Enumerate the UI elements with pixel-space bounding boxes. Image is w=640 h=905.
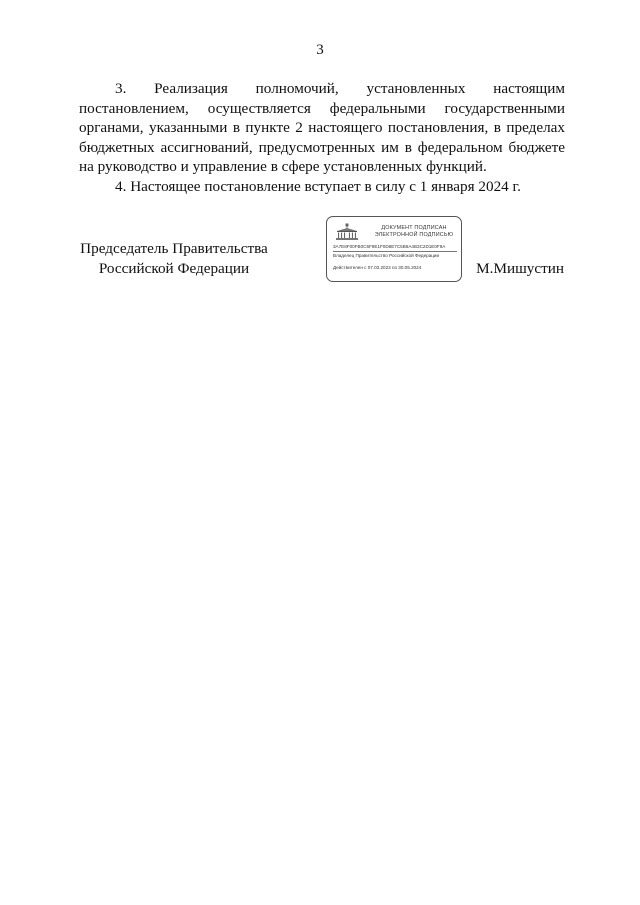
stamp-owner: Владелец Правительство Российской Федерации [333,253,440,258]
paragraph-4: 4. Настоящее постановление вступает в силу с 1 января 2024 г. [115,177,521,195]
page-number: 3 [316,42,324,58]
stamp-title [371,225,457,239]
stamp-title-line1: ДОКУМЕНТ ПОДПИСАН [381,225,447,231]
paragraph-3: 3. Реализация полномочий, установленных настоящим постановлением, осуществляется федеральными государственными органами, указанными в пункте 2 настоящего постановления, в пределах бюджетных ассигнований, предусмотренных им в федеральном бюджете на руководство и управление в сфере установленных функций. [79,80,565,176]
government-building-emblem-icon [335,223,359,241]
electronic-signature-stamp [326,216,462,282]
stamp-title-line2: ЭЛЕКТРОННОЙ ПОДПИСЬЮ [374,232,454,238]
stamp-divider [333,251,457,252]
stamp-validity: Действителен с 07.03.2023 по 30.05.2024 [333,265,422,270]
signatory-name: М.Мишустин [476,260,564,277]
stamp-certificate: 3A7E8F00FB0C5F9E1F0D8E7C5B6A4B3C2D1E0F9A [333,244,446,249]
signatory-position [76,239,272,278]
document-body [79,79,565,197]
signatory-position-line2: Российской Федерации [98,259,250,277]
signatory-position-line1: Председатель Правительства [80,240,268,257]
